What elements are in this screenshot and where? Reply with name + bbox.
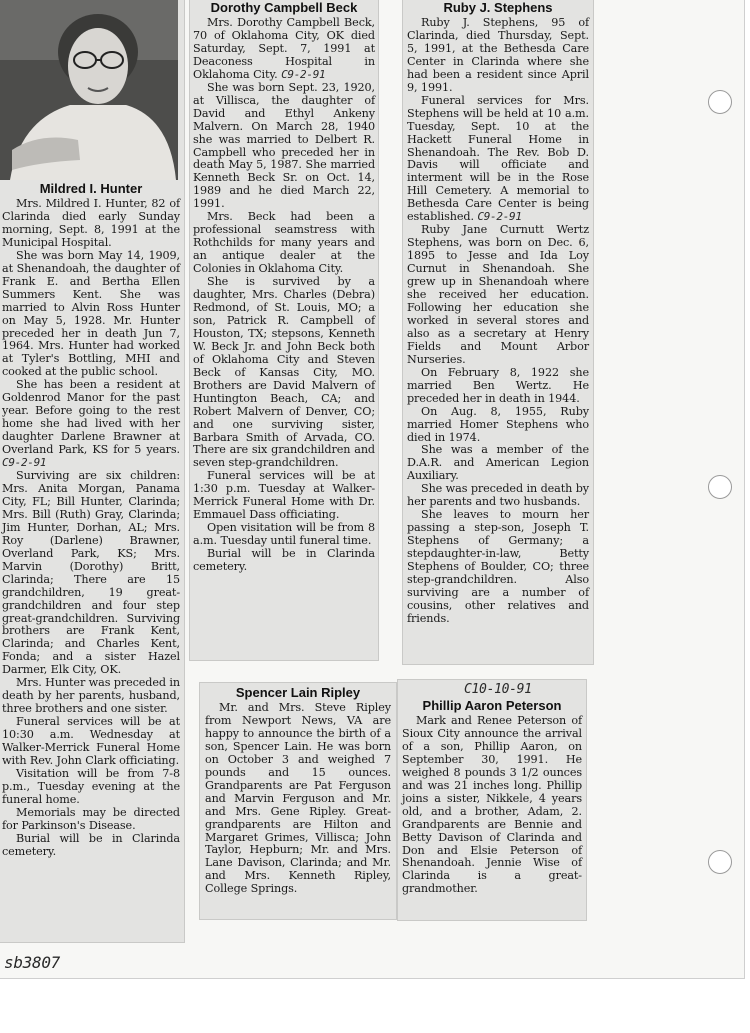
hunter-paragraph: She was born May 14, 1909, at Shenandoah, the daughter of Frank E. and Bertha Ellen Summers Kent. She was married to Alvin Ross Hunter on May 5, 1928. Mr. Hunter preceded her in death Jun 7, 1964. Mrs. Hunter had worked at Tyler's Bottling, MHI and cooked at the public school.	[2, 248, 180, 379]
binder-hole	[708, 90, 732, 114]
stephens-paragraph: On February 8, 1922 she married Ben Wertz. He preceded her in death in 1944.	[407, 365, 589, 405]
stephens-paragraph-text: Funeral services for Mrs. Stephens will be held at 10 a.m. Tuesday, Sept. 10 at the Hackett Funeral Home in Shenandoah. The Rev. Bob D. Davis will officiate and interment will be in the Rose Hill Cemetery. A memorial to Bethesda Care Center is being established.	[407, 93, 589, 224]
beck-paragraph: Burial will be in Clarinda cemetery.	[193, 547, 375, 574]
stephens-paragraph	[407, 95, 589, 225]
birth-ripley-clipping	[200, 683, 396, 919]
stephens-paragraph: She was a member of the D.A.R. and American Legion Auxiliary.	[407, 443, 589, 483]
beck-paragraph: Mrs. Beck had been a professional seamstress with Rothchilds for many years and an antique dealer at the Colonies in Oklahoma City.	[193, 210, 375, 276]
hunter-paragraph: Visitation will be from 7-8 p.m., Tuesday evening at the funeral home.	[2, 766, 180, 806]
birth-ripley-title: Spencer Lain Ripley	[235, 685, 361, 700]
beck-paragraph: She was born Sept. 23, 1920, at Villisca, the daughter of David and Ethyl Ankeny Malvern. On March 28, 1940 she was married to Delbert R. Campbell who preceded her in death May 5, 1987. She married Kenneth Beck Sr. on Oct. 14, 1989 and he died March 22, 1991.	[193, 80, 375, 211]
stephens-paragraph: Ruby Jane Curnutt Wertz Stephens, was born on Dec. 6, 1895 to Jesse and Ida Loy Curnut in Shenandoah. She grew up in Shenandoah where she received her education. Following her education she worked in several stores and also as a secretary at Henry Fields and Mount Arbor Nurseries.	[407, 223, 589, 366]
archive-label: sb3807	[4, 953, 60, 972]
hunter-paragraph: Mrs. Mildred I. Hunter, 82 of Clarinda died early Sunday morning, Sept. 8, 1991 at the Municipal Hospital.	[2, 197, 180, 249]
hunter-paragraph: Burial will be in Clarinda cemetery.	[2, 831, 180, 858]
handwritten-date-note: C10-10-91	[464, 682, 532, 697]
hunter-paragraph: Surviving are six children: Mrs. Anita Morgan, Panama City, FL; Bill Hunter, Clarinda; Mrs. Bill (Ruth) Gray, Clarinda; Jim Hunter, Dorhan, AL; Mrs. Roy (Darlene) Brawner, Overland Park, KS; Mrs. Marvin (Dorothy) Britt, Clarinda; There are 15 grandchildren, 19 great-grandchildren and four step great-grandchildren. Surviving brothers are Frank Kent, Clarinda; and Charles Kent, Fonda; and a sister Hazel Darmer, Elk City, OK.	[2, 469, 180, 677]
handwritten-date-note: C9-2-91	[281, 67, 326, 81]
beck-paragraph: She is survived by a daughter, Mrs. Charles (Debra) Redmond, of St. Louis, MO; a son, Patrick R. Campbell of Houston, TX; stepsons, Kenneth W. Beck Jr. and John Beck both of Oklahoma City and Steven Beck of Kansas City, MO. Brothers are David Malvern of Huntington Beach, CA; and Robert Malvern of Denver, CO; and one surviving sister, Barbara Smith of Arvada, CO. There are six grandchildren and seven step-grandchildren.	[193, 275, 375, 470]
obituary-hunter-title: Mildred I. Hunter	[39, 181, 143, 196]
handwritten-date-note: C9-2-91	[477, 210, 522, 224]
obituary-stephens-body	[407, 17, 589, 626]
hunter-paragraph: Mrs. Hunter was preceded in death by her parents, husband, three brothers and one sister.	[2, 676, 180, 716]
stephens-paragraph: She was preceded in death by her parents and two husbands.	[407, 482, 589, 509]
handwritten-date-note: C9-2-91	[2, 456, 47, 470]
beck-paragraph: Funeral services will be at 1:30 p.m. Tuesday at Walker-Merrick Funeral Home with Dr. Emmauel Dass officiating.	[193, 469, 375, 522]
birth-peterson-body	[402, 715, 582, 896]
hunter-paragraph: Funeral services will be at 10:30 a.m. Wednesday at Walker-Merrick Funeral Home with Rev. John Clark officiating.	[2, 715, 180, 767]
obituary-hunter-clipping	[0, 0, 184, 942]
birth-peterson-clipping	[398, 680, 586, 920]
birth-ripley-body	[205, 702, 391, 896]
hunter-paragraph	[2, 379, 180, 470]
binder-hole	[708, 475, 732, 499]
stephens-paragraph: She leaves to mourn her passing a step-son, Joseph T. Stephens of Germany; a stepdaughter-in-law, Betty Stephens of Boulder, CO; three step-grandchildren. Also surviving are a number of cousins, other relatives and friends.	[407, 508, 589, 625]
peterson-paragraph: Mark and Renee Peterson of Sioux City announce the arrival of a son, Phillip Aaron, on September 30, 1991. He weighed 8 pounds 3 1/2 ounces and was 21 inches long. Phillip joins a sister, Nikkele, 4 years old, and a brother, Adam, 2. Grandparents are Bennie and Betty Davison of Clarinda and Don and Elsie Peterson of Shenandoah. Jennie Wise of Clarinda is a great-grandmother.	[402, 714, 582, 896]
obituary-stephens-clipping	[403, 0, 593, 664]
stephens-paragraph: On Aug. 8, 1955, Ruby married Homer Stephens who died in 1974.	[407, 404, 589, 444]
beck-paragraph: Open visitation will be from 8 a.m. Tuesday until funeral time.	[193, 521, 375, 548]
obituary-beck-clipping	[190, 0, 378, 660]
birth-peterson-title: Phillip Aaron Peterson	[422, 698, 562, 713]
obituary-stephens-title: Ruby J. Stephens	[443, 0, 553, 15]
beck-paragraph-text: Mrs. Dorothy Campbell Beck, 70 of Oklahoma City, OK died Saturday, Sept. 7, 1991 at Deaconess Hospital in Oklahoma City.	[193, 16, 375, 81]
beck-paragraph	[193, 17, 375, 82]
hunter-paragraph-text: She has been a resident at Goldenrod Manor for the past year. Before going to the rest home she had lived with her daughter Darlene Brawner at Overland Park, KS for 5 years.	[2, 378, 180, 457]
portrait-photo	[0, 0, 178, 180]
ripley-paragraph: Mr. and Mrs. Steve Ripley from Newport News, VA are happy to announce the birth of a son, Spencer Lain. He was born on October 3 and weighed 7 pounds and 15 ounces. Grandparents are Pat Ferguson and Marvin Ferguson and Mr. and Mrs. Gene Ripley. Great-grandparents are Hilton and Margaret Grimes, Villisca; John Taylor, Hepburn; Mr. and Mrs. Lane Davison, Clarinda; and Mr. and Mrs. Kenneth Ripley, College Springs.	[205, 701, 391, 896]
portrait-image	[0, 0, 178, 180]
hunter-paragraph: Memorials may be directed for Parkinson's Disease.	[2, 805, 180, 832]
obituary-beck-body	[193, 17, 375, 574]
stephens-paragraph: Ruby J. Stephens, 95 of Clarinda, died Thursday, Sept. 5, 1991, at the Bethesda Care Center in Clarinda where she had been a resident since April 9, 1991.	[407, 16, 589, 94]
obituary-hunter-body	[2, 198, 180, 859]
obituary-beck-title: Dorothy Campbell Beck	[210, 0, 358, 15]
binder-hole	[708, 850, 732, 874]
